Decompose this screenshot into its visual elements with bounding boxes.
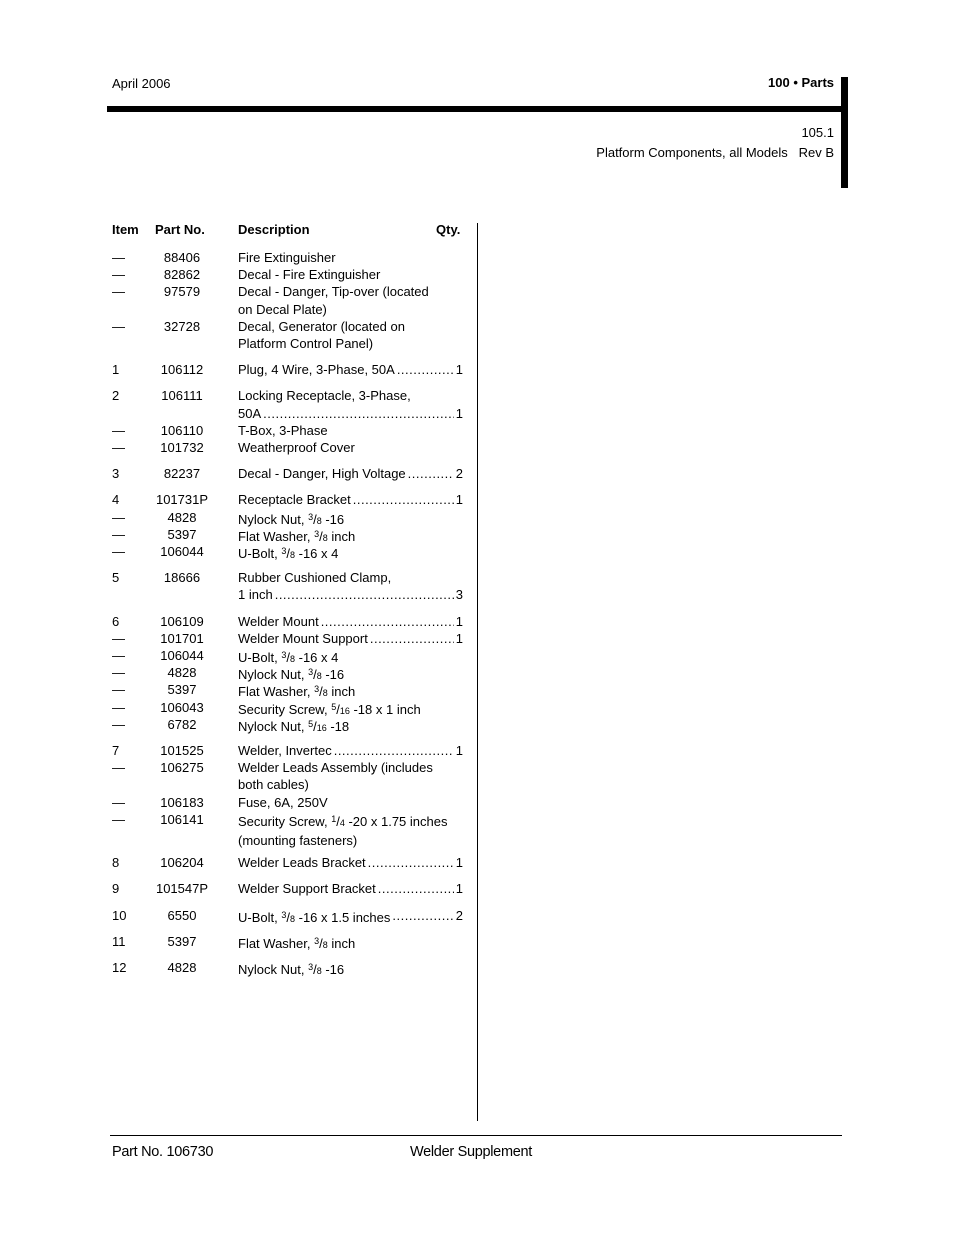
column-header-part-no: Part No. — [155, 222, 205, 237]
header-side-bar — [841, 77, 848, 188]
description-text: Welder Mount Support — [238, 630, 368, 646]
item-number: — — [112, 422, 125, 438]
item-number: — — [112, 509, 125, 525]
description-line: on Decal Plate) — [238, 301, 327, 317]
item-number: — — [112, 760, 125, 776]
description-line: Fire Extinguisher — [238, 250, 336, 265]
part-number: 106112 — [160, 362, 204, 378]
column-header-item: Item — [112, 222, 139, 237]
header-section: 100 • Parts — [768, 75, 834, 90]
description-text: Receptacle Bracket — [238, 492, 351, 508]
description-line: Fuse, 6A, 250V — [238, 794, 328, 810]
dot-leader — [408, 465, 454, 482]
part-number: 106141 — [160, 811, 204, 827]
part-number: 4828 — [167, 665, 197, 681]
page-number: 105.1 — [801, 125, 834, 140]
fraction: $^1$/4 — [331, 813, 345, 829]
item-number: — — [112, 250, 125, 265]
part-number: 5397 — [167, 682, 197, 698]
item-number: 7 — [112, 743, 120, 758]
part-number: 4828 — [167, 960, 197, 975]
description — [238, 249, 463, 266]
item-number: — — [112, 526, 125, 542]
description — [238, 266, 463, 283]
dot-leader — [378, 880, 454, 897]
description-line: Security Screw, $^5$/16 -18 x 1 inch — [238, 701, 421, 717]
quantity: 1 — [455, 743, 463, 758]
description-line: Decal - Fire Extinguisher — [238, 267, 381, 283]
fraction: $^3$/8 — [281, 546, 295, 561]
quantity: 1 — [455, 881, 463, 897]
column-header-description: Description — [238, 222, 310, 237]
description-text: Decal - Danger, High Voltage — [238, 466, 406, 482]
description — [238, 569, 463, 603]
part-number: 82237 — [163, 466, 201, 482]
dot-leader — [397, 361, 454, 378]
part-number: 106044 — [160, 648, 204, 663]
dot-leader — [370, 630, 454, 647]
description-line — [238, 465, 463, 482]
item-number: 2 — [112, 388, 120, 404]
quantity: 1 — [455, 855, 463, 871]
item-number: — — [112, 648, 125, 663]
dot-leader — [353, 491, 454, 508]
description-line: Flat Washer, $^3$/8 inch — [238, 935, 356, 951]
quantity: 1 — [455, 405, 463, 421]
description-text: 1 inch — [238, 587, 273, 603]
part-number: 101525 — [160, 743, 204, 758]
fraction: $^3$/8 — [281, 650, 295, 665]
part-number: 6782 — [167, 716, 197, 732]
description-text: Welder Leads Bracket — [238, 855, 366, 871]
footer-part-number: Part No. 106730 — [112, 1144, 214, 1160]
description — [238, 543, 463, 564]
description-line: both cables) — [238, 777, 309, 793]
part-number: 106110 — [160, 422, 204, 438]
item-number: — — [112, 267, 125, 283]
fraction: $^3$/8 — [314, 528, 328, 544]
description-text: U-Bolt, $^3$/8 -16 x 1.5 inches — [238, 909, 391, 925]
fraction: $^3$/8 — [308, 962, 322, 977]
item-number: — — [112, 811, 125, 827]
item-number: 11 — [112, 933, 126, 949]
item-number: 9 — [112, 881, 120, 897]
description — [238, 880, 463, 897]
description-line: Decal - Danger, Tip-over (located — [238, 284, 429, 300]
item-number: — — [112, 794, 125, 810]
part-number: 106044 — [160, 544, 204, 559]
quantity: 1 — [455, 492, 463, 508]
item-number: — — [112, 544, 125, 559]
fraction: $^3$/8 — [281, 909, 295, 925]
item-number: — — [112, 716, 125, 732]
dot-leader — [263, 405, 454, 422]
fraction: $^3$/8 — [308, 667, 322, 683]
description-line: Nylock Nut, $^5$/16 -18 — [238, 718, 350, 734]
description-line — [238, 907, 463, 928]
description-line — [238, 491, 463, 508]
quantity: 2 — [455, 466, 463, 482]
item-number: — — [112, 630, 125, 646]
item-number: 5 — [112, 570, 120, 586]
part-number: 6550 — [167, 907, 197, 923]
page-title: Platform Components, all Models Rev B — [596, 145, 834, 160]
description-line: U-Bolt, $^3$/8 -16 x 4 — [238, 546, 339, 561]
description — [238, 630, 463, 647]
fraction: $^3$/8 — [314, 935, 328, 951]
description — [238, 613, 463, 630]
description-line: Decal, Generator (located on — [238, 318, 405, 334]
item-number: 4 — [112, 492, 120, 508]
description — [238, 794, 463, 811]
description — [238, 283, 463, 317]
description-line: Nylock Nut, $^3$/8 -16 — [238, 511, 345, 527]
description-line: U-Bolt, $^3$/8 -16 x 4 — [238, 650, 339, 665]
part-number: 106043 — [160, 699, 204, 715]
part-number: 106275 — [160, 760, 204, 776]
part-number: 106111 — [161, 388, 203, 404]
header-rule — [107, 106, 848, 112]
fraction: $^3$/8 — [308, 511, 322, 527]
description-line: Welder Leads Assembly (includes — [238, 760, 433, 776]
dot-leader — [334, 742, 454, 759]
description-line: Security Screw, $^1$/4 -20 x 1.75 inches — [238, 813, 448, 829]
part-number: 101701 — [160, 630, 204, 646]
description-line: Locking Receptacle, 3-Phase, — [238, 388, 411, 404]
fraction: $^5$/16 — [308, 718, 327, 734]
description-text: 50A — [238, 405, 262, 421]
part-number: 101731P — [155, 492, 209, 508]
quantity: 1 — [455, 613, 463, 629]
description-line: Platform Control Panel) — [238, 336, 374, 351]
description-line: (mounting fasteners) — [238, 833, 358, 848]
description — [238, 742, 463, 759]
description-line: Rubber Cushioned Clamp, — [238, 570, 392, 586]
description-line: Flat Washer, $^3$/8 inch — [238, 684, 356, 700]
description-line — [238, 361, 463, 378]
quantity: 1 — [455, 362, 463, 378]
part-number: 82862 — [163, 267, 201, 283]
part-number: 5397 — [167, 526, 197, 542]
description-line: Nylock Nut, $^3$/8 -16 — [238, 962, 345, 977]
dot-leader — [275, 586, 454, 603]
description-line — [238, 630, 463, 647]
description-line — [238, 880, 463, 897]
dot-leader — [368, 854, 454, 871]
description — [238, 318, 463, 352]
description — [238, 759, 463, 793]
description-line — [238, 586, 463, 603]
part-number: 4828 — [167, 509, 197, 525]
item-number: 6 — [112, 613, 120, 629]
description — [238, 465, 463, 482]
part-number: 97579 — [163, 284, 201, 300]
part-number: 106204 — [160, 855, 204, 871]
quantity: 1 — [455, 630, 463, 646]
description — [238, 811, 463, 849]
description — [238, 907, 463, 928]
footer-rule — [110, 1135, 842, 1136]
item-number: — — [112, 665, 125, 681]
description-line: Nylock Nut, $^3$/8 -16 — [238, 667, 345, 683]
part-number: 106183 — [160, 794, 204, 810]
description-line: Weatherproof Cover — [238, 440, 355, 455]
part-number: 88406 — [163, 250, 201, 265]
description-text: Welder Support Bracket — [238, 881, 376, 897]
description-line — [238, 405, 463, 422]
description-text: Plug, 4 Wire, 3-Phase, 50A — [238, 362, 395, 378]
description-text: Welder, Invertec — [238, 743, 332, 758]
item-number: — — [112, 318, 125, 334]
description — [238, 933, 463, 954]
fraction: $^5$/16 — [331, 701, 350, 717]
description — [238, 716, 463, 737]
description — [238, 439, 463, 456]
description-text: Welder Mount — [238, 613, 319, 629]
column-divider — [477, 223, 478, 1121]
item-number: 3 — [112, 466, 120, 482]
part-number: 32728 — [163, 318, 201, 334]
description — [238, 422, 463, 439]
description — [238, 959, 463, 980]
part-number: 5397 — [167, 933, 197, 949]
item-number: — — [112, 682, 125, 698]
dot-leader — [392, 907, 453, 928]
description-line — [238, 613, 463, 630]
description — [238, 387, 463, 421]
part-number: 101547P — [155, 881, 209, 897]
description-line: T-Box, 3-Phase — [238, 422, 328, 438]
dot-leader — [321, 613, 454, 630]
footer-title: Welder Supplement — [410, 1144, 532, 1160]
item-number: — — [112, 699, 125, 715]
part-number: 106109 — [160, 613, 204, 629]
description-line — [238, 742, 463, 759]
part-number: 101732 — [160, 440, 204, 455]
fraction: $^3$/8 — [314, 684, 328, 700]
quantity: 2 — [455, 907, 463, 923]
item-number: — — [112, 284, 125, 300]
item-number: 1 — [112, 362, 120, 378]
header-date: April 2006 — [112, 76, 171, 91]
description-line — [238, 854, 463, 871]
description — [238, 854, 463, 871]
item-number: 12 — [112, 960, 127, 975]
item-number: — — [112, 440, 125, 455]
description — [238, 361, 463, 378]
item-number: 8 — [112, 855, 120, 871]
column-header-qty: Qty. — [436, 222, 461, 237]
description-line: Flat Washer, $^3$/8 inch — [238, 528, 356, 544]
item-number: 10 — [112, 907, 127, 923]
description — [238, 491, 463, 508]
part-number: 18666 — [163, 570, 201, 586]
quantity: 3 — [455, 587, 463, 603]
